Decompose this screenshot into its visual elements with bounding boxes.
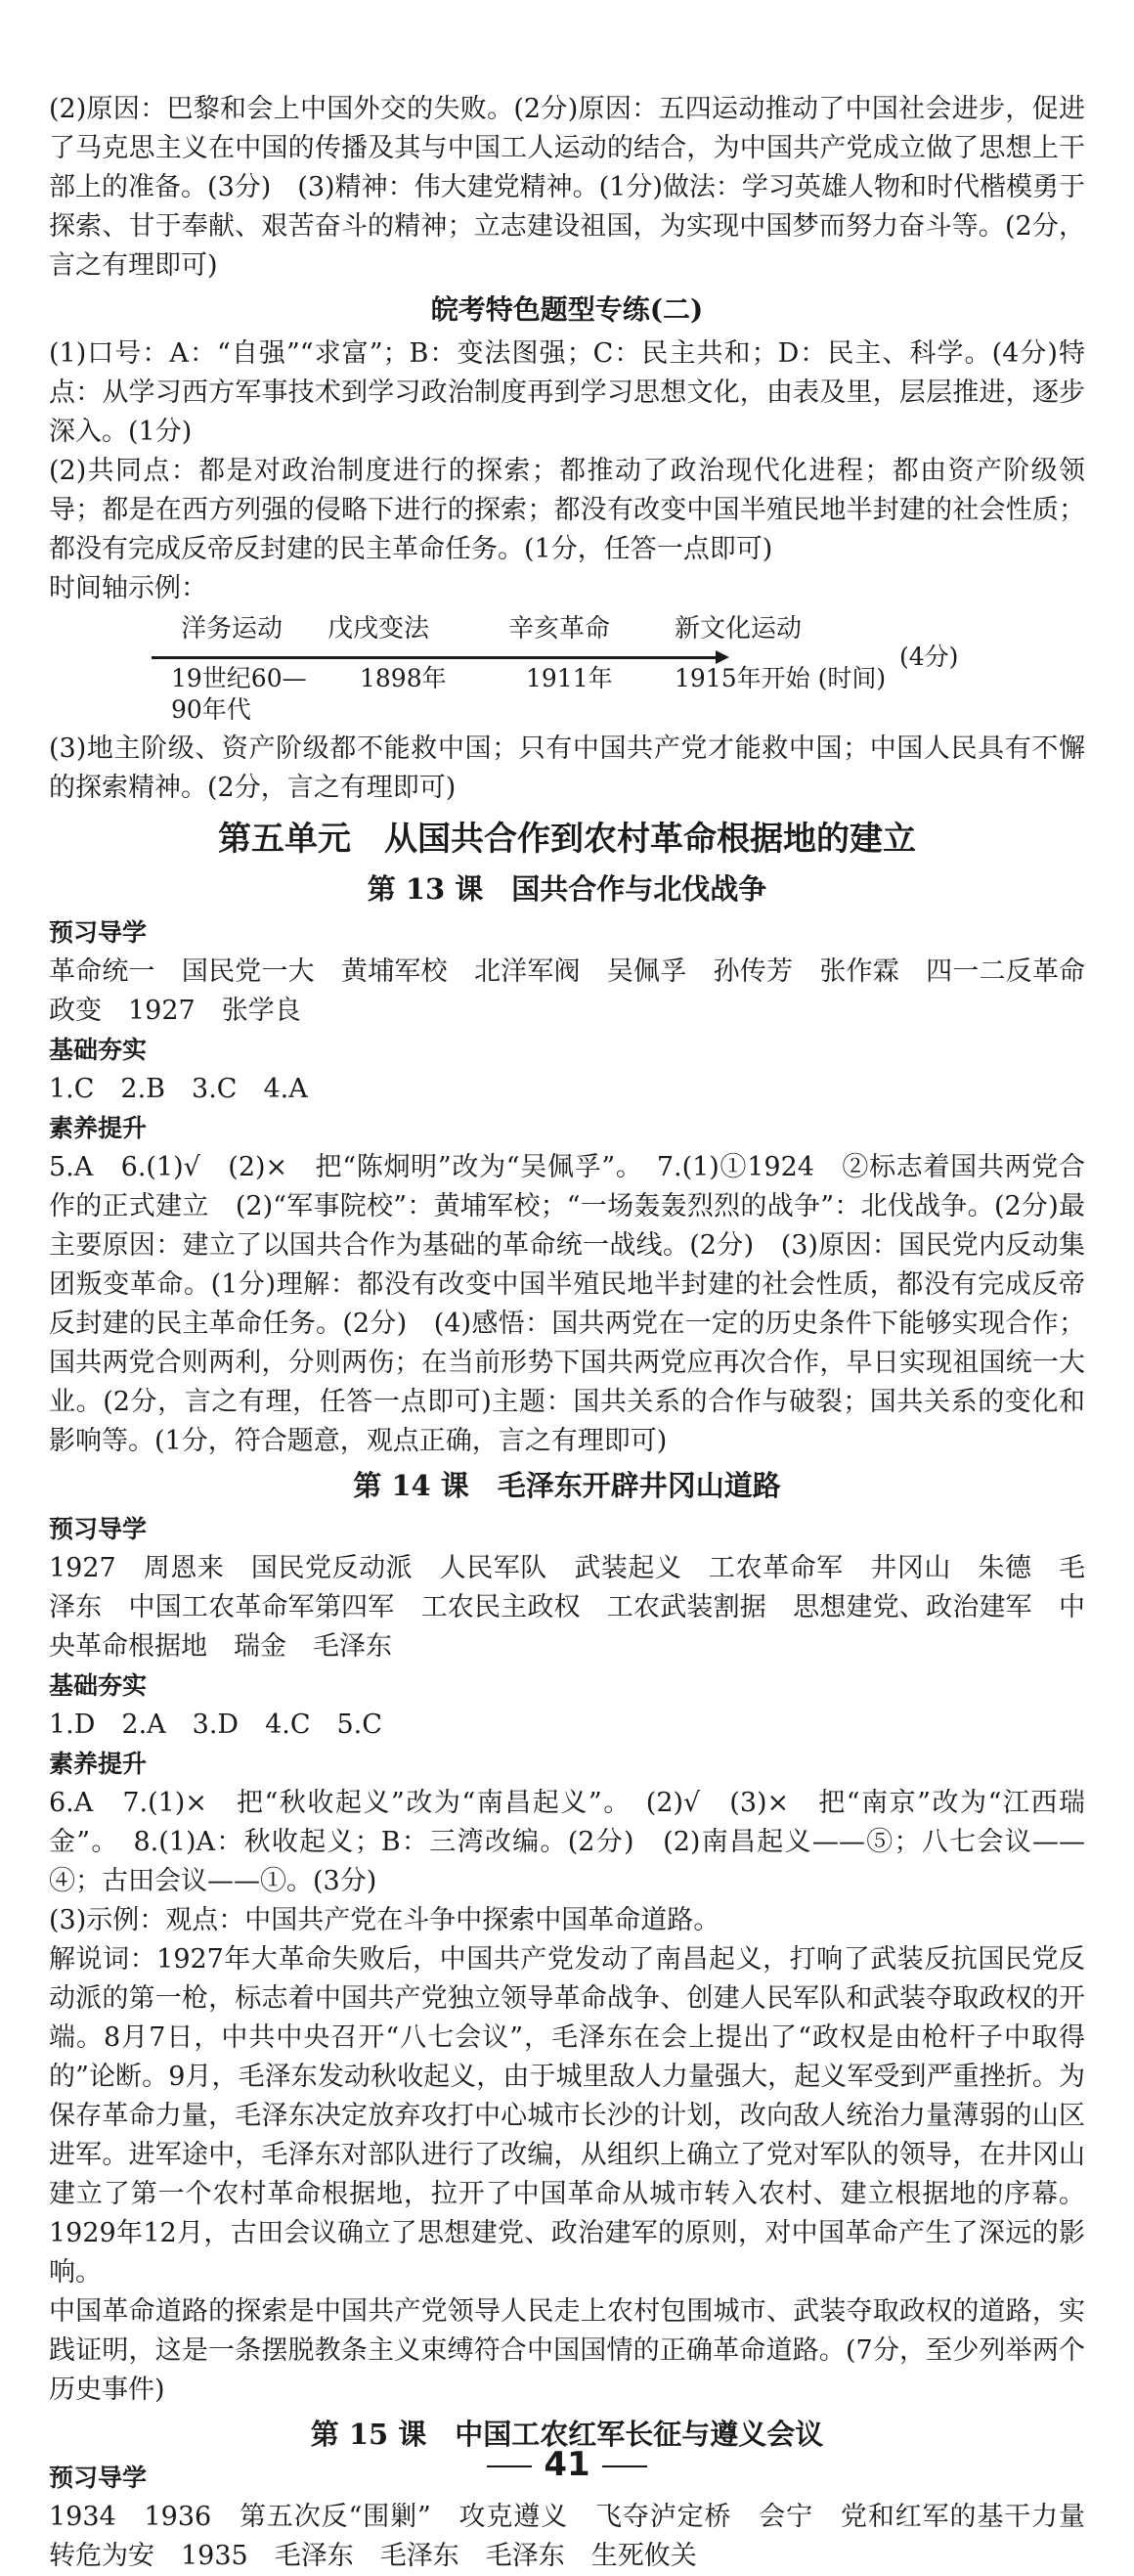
lesson-14-basic-label: 基础夯实 <box>49 1671 148 1700</box>
page-number-value: 41 <box>544 2445 590 2484</box>
timeline-event: 辛亥革命 <box>508 614 611 644</box>
lesson-14-conclusion: 中国革命道路的探索是中国共产党领导人民走上农村包围城市、武装夺取政权的道路，实践证明，这是一条摆脱教条主义束缚符合中国国情的正确革命道路。(7分，至少列举两个历史事件) <box>49 2296 1085 2405</box>
special-section-title: 皖考特色题型专练(二) <box>430 293 704 326</box>
lesson-13-basic-label: 基础夯实 <box>49 1036 148 1064</box>
lesson-14-example: (3)示例：观点：中国共产党在斗争中探索中国革命道路。 <box>49 1905 720 1935</box>
timeline-axis <box>152 656 719 659</box>
timeline-date: 1915年开始 (时间) <box>675 664 887 692</box>
timeline-event: 新文化运动 <box>675 614 803 644</box>
special-answer-2: (2)共同点：都是对政治制度进行的探索；都推动了政治现代化进程；都由资产阶级领导；都是在西方列强的侵略下进行的探索；都没有改变中国半殖民地半封建的社会性质；都没有完成反帝反封建的民主革命任务。(1分，任答一点即可) <box>49 456 1085 564</box>
answer-page <box>49 90 1112 2576</box>
timeline-event: 戊戌变法 <box>327 614 430 644</box>
lesson-13-preview-label: 预习导学 <box>49 918 148 947</box>
timeline-score: (4分) <box>899 643 959 671</box>
lesson-14-improve: 6.A 7.(1)× 把“秋收起义”改为“南昌起义”。 (2)√ (3)× 把“南京”改为“江西瑞金”。 8.(1)A：秋收起义；B：三湾改编。(2分) (2)南昌起义——⑤；八七会议——④；古田会议——①。(3分) <box>49 1788 1085 1896</box>
lesson-15-preview-label: 预习导学 <box>49 2464 148 2492</box>
special-answer-3: (3)地主阶级、资产阶级都不能救中国；只有中国共产党才能救中国；中国人民具有不懈的探索精神。(2分，言之有理即可) <box>49 733 1085 803</box>
lesson-14-basic: 1.D 2.A 3.D 4.C 5.C <box>49 1710 382 1740</box>
timeline <box>49 608 1085 730</box>
lesson-15-title: 第 15 课 中国工农红军长征与遵义会议 <box>310 2418 824 2451</box>
lesson-13-improve: 5.A 6.(1)√ (2)× 把“陈炯明”改为“吴佩孚”。 7.(1)①1924 ②标志着国共两党合作的正式建立 (2)“军事院校”：黄埔军校；“一场轰轰烈烈的战争”：北伐战争。(2分)最主要原因：建立了以国共合作为基础的革命统一战线。(2分) (3)原因：国民党内反动集团叛变革命。(1分)理解：都没有改变中国半殖民地半封建的社会性质，都没有完成反帝反封建的民主革命任务。(2分) (4)感悟：国共两党在一定的历史条件下能够实现合作；国共两党合则两利，分则两伤；在当前形势下国共两党应再次合作，早日实现祖国统一大业。(2分，言之有理，任答一点即可)主题：国共关系的合作与破裂；国共关系的变化和影响等。(1分，符合题意，观点正确，言之有理即可) <box>49 1152 1085 1456</box>
lesson-15-preview: 1934 1936 第五次反“围剿” 攻克遵义 飞夺泸定桥 会宁 党和红军的基干力量 转危为安 1935 毛泽东 毛泽东 毛泽东 生死攸关 <box>49 2502 1112 2571</box>
lesson-14-explain: 解说词：1927年大革命失败后，中国共产党发动了南昌起义，打响了武装反抗国民党反动派的第一枪，标志着中国共产党独立领导革命战争、创建人民军队和武装夺取政权的开端。8月7日，中共中央召开“八七会议”，毛泽东在会上提出了“政权是由枪杆子中取得的”论断。9月，毛泽东发动秋收起义，由于城里敌人力量强大，起义军受到严重挫折。为保存革命力量，毛泽东决定放弃攻打中心城市长沙的计划，改向敌人统治力量薄弱的山区进军。进军途中，毛泽东对部队进行了改编，从组织上确立了党对军队的领导，在井冈山建立了第一个农村革命根据地，拉开了中国革命从城市转入农村、建立根据地的序幕。1929年12月，古田会议确立了思想建党、政治建军的原则，对中国革命产生了深远的影响。 <box>49 1944 1085 2287</box>
page-number <box>0 2445 1134 2484</box>
intro-paragraph: (2)原因：巴黎和会上中国外交的失败。(2分)原因：五四运动推动了中国社会进步，促进了马克思主义在中国的传播及其与中国工人运动的结合，为中国共产党成立做了思想上干部上的准备。(3分) (3)精神：伟大建党精神。(1分)做法：学习英雄人物和时代楷模勇于探索、甘于奉献、艰苦奋斗的精神；立志建设祖国，为实现中国梦而努力奋斗等。(2分，言之有理即可) <box>49 94 1085 281</box>
page-number-dash-right <box>602 2465 647 2467</box>
lesson-13-title: 第 13 课 国共合作与北伐战争 <box>367 872 767 906</box>
page-number-dash-left <box>487 2465 532 2467</box>
lesson-13-preview: 革命统一 国民党一大 黄埔军校 北洋军阀 吴佩孚 孙传芳 张作霖 四一二反革命政变 1927 张学良 <box>49 956 1085 1026</box>
timeline-arrow-icon <box>716 650 729 664</box>
special-answer-1: (1)口号：A：“自强”“求富”；B：变法图强；C：民主共和；D：民主、科学。(4分)特点：从学习西方军事技术到学习政治制度再到学习思想文化，由表及里，层层推进，逐步深入。(1分) <box>49 338 1085 447</box>
lesson-13-basic: 1.C 2.B 3.C 4.A <box>49 1074 308 1104</box>
timeline-caption: 时间轴示例： <box>49 573 207 603</box>
timeline-date: 90年代 <box>171 695 251 724</box>
lesson-14-preview: 1927 周恩来 国民党反动派 人民军队 武装起义 工农革命军 井冈山 朱德 毛泽东 中国工农革命军第四军 工农民主政权 工农武装割据 思想建党、政治建军 中央革命根据地 瑞金 毛泽东 <box>49 1553 1085 1662</box>
lesson-14-improve-label: 素养提升 <box>49 1750 148 1778</box>
lesson-14-preview-label: 预习导学 <box>49 1515 148 1543</box>
lesson-14-title: 第 14 课 毛泽东开辟井冈山道路 <box>353 1469 781 1502</box>
lesson-13-improve-label: 素养提升 <box>49 1114 148 1142</box>
unit-title: 第五单元 从国共合作到农村革命根据地的建立 <box>218 820 916 859</box>
timeline-date: 1898年 <box>360 664 447 692</box>
timeline-date: 19世纪60— <box>171 664 307 692</box>
timeline-event: 洋务运动 <box>181 614 284 644</box>
timeline-date: 1911年 <box>526 664 613 692</box>
